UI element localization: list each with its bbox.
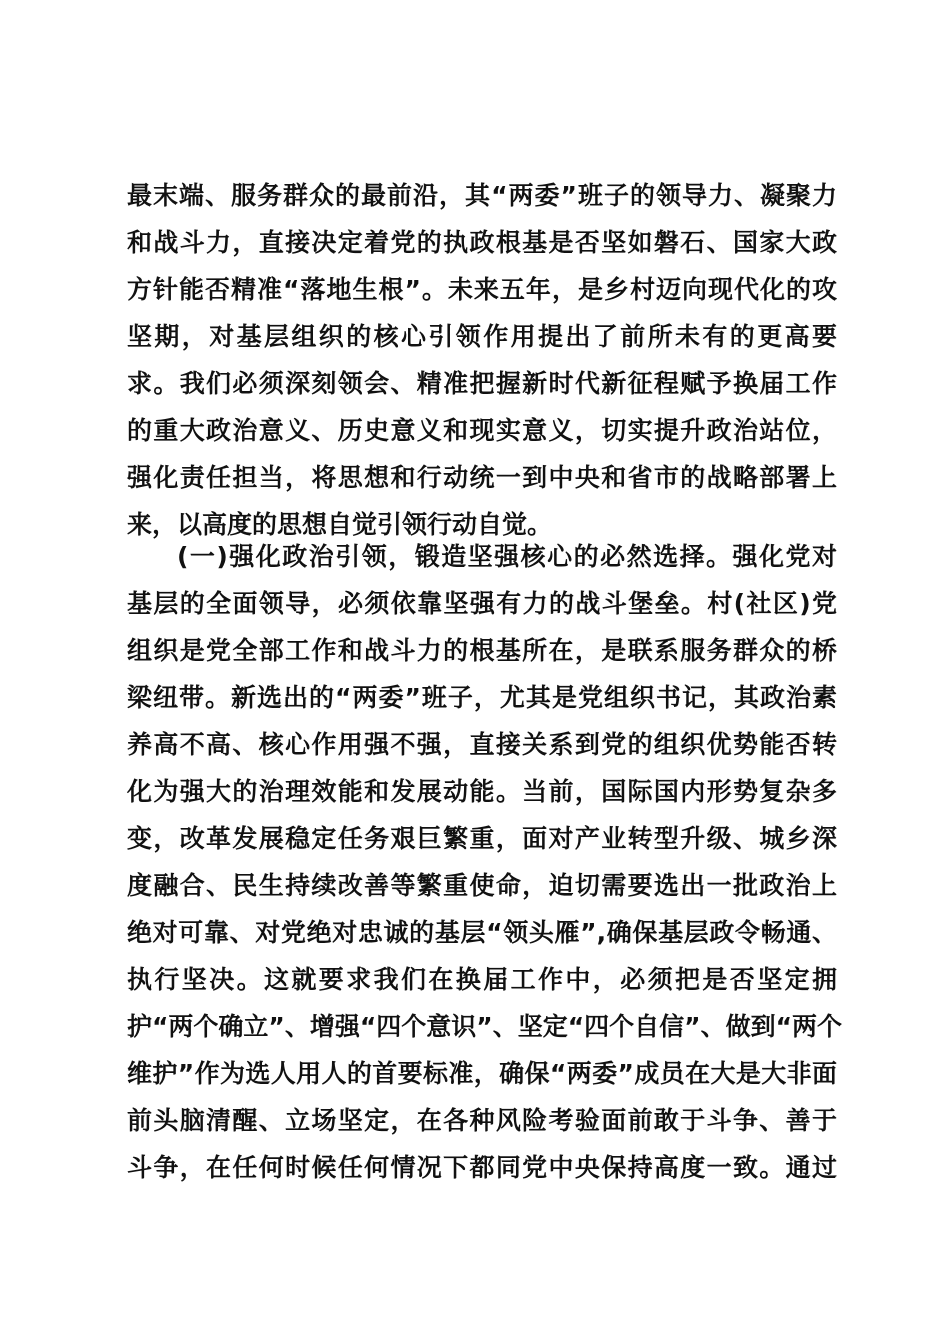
text-line: 养高不高、核心作用强不强，直接关系到党的组织优势能否转	[127, 730, 837, 759]
text-line: 的重大政治意义、历史意义和现实意义，切实提升政治站位，	[127, 416, 837, 445]
text-line: 坚期，对基层组织的核心引领作用提出了前所未有的更高要	[127, 322, 837, 351]
text-line: (一)强化政治引领，锻造坚强核心的必然选择。强化党对	[177, 542, 837, 571]
text-line: 绝对可靠、对党绝对忠诚的基层“领头雁”,确保基层政令畅通、	[127, 918, 837, 947]
text-line: 斗争，在任何时候任何情况下都同党中央保持高度一致。通过	[127, 1153, 837, 1182]
paragraph-2	[127, 533, 843, 1191]
text-line: 基层的全面领导，必须依靠坚强有力的战斗堡垒。村(社区)党	[127, 589, 837, 618]
text-line: 维护”作为选人用人的首要标准，确保“两委”成员在大是大非面	[127, 1059, 837, 1088]
text-line: 强化责任担当，将思想和行动统一到中央和省市的战略部署上	[127, 463, 837, 492]
text-line: 梁纽带。新选出的“两委”班子，尤其是党组织书记，其政治素	[127, 683, 837, 712]
text-line: 前头脑清醒、立场坚定，在各种风险考验面前敢于斗争、善于	[127, 1106, 837, 1135]
text-line: 护“两个确立”、增强“四个意识”、坚定“四个自信”、做到“两个	[127, 1012, 843, 1041]
text-line: 度融合、民生持续改善等繁重使命，迫切需要选出一批政治上	[127, 871, 837, 900]
text-line: 求。我们必须深刻领会、精准把握新时代新征程赋予换届工作	[127, 369, 837, 398]
text-line: 方针能否精准“落地生根”。未来五年，是乡村迈向现代化的攻	[127, 275, 837, 304]
text-line: 和战斗力，直接决定着党的执政根基是否坚如磐石、国家大政	[127, 228, 837, 257]
text-line: 组织是党全部工作和战斗力的根基所在，是联系服务群众的桥	[127, 636, 837, 665]
text-line: 变，改革发展稳定任务艰巨繁重，面对产业转型升级、城乡深	[127, 824, 837, 853]
paragraph-1	[127, 172, 837, 548]
text-line: 来，以高度的思想自觉引领行动自觉。	[127, 510, 553, 539]
text-line: 化为强大的治理效能和发展动能。当前，国际国内形势复杂多	[127, 777, 837, 806]
text-line: 执行坚决。这就要求我们在换届工作中，必须把是否坚定拥	[127, 965, 837, 994]
text-line: 最末端、服务群众的最前沿，其“两委”班子的领导力、凝聚力	[127, 181, 837, 210]
